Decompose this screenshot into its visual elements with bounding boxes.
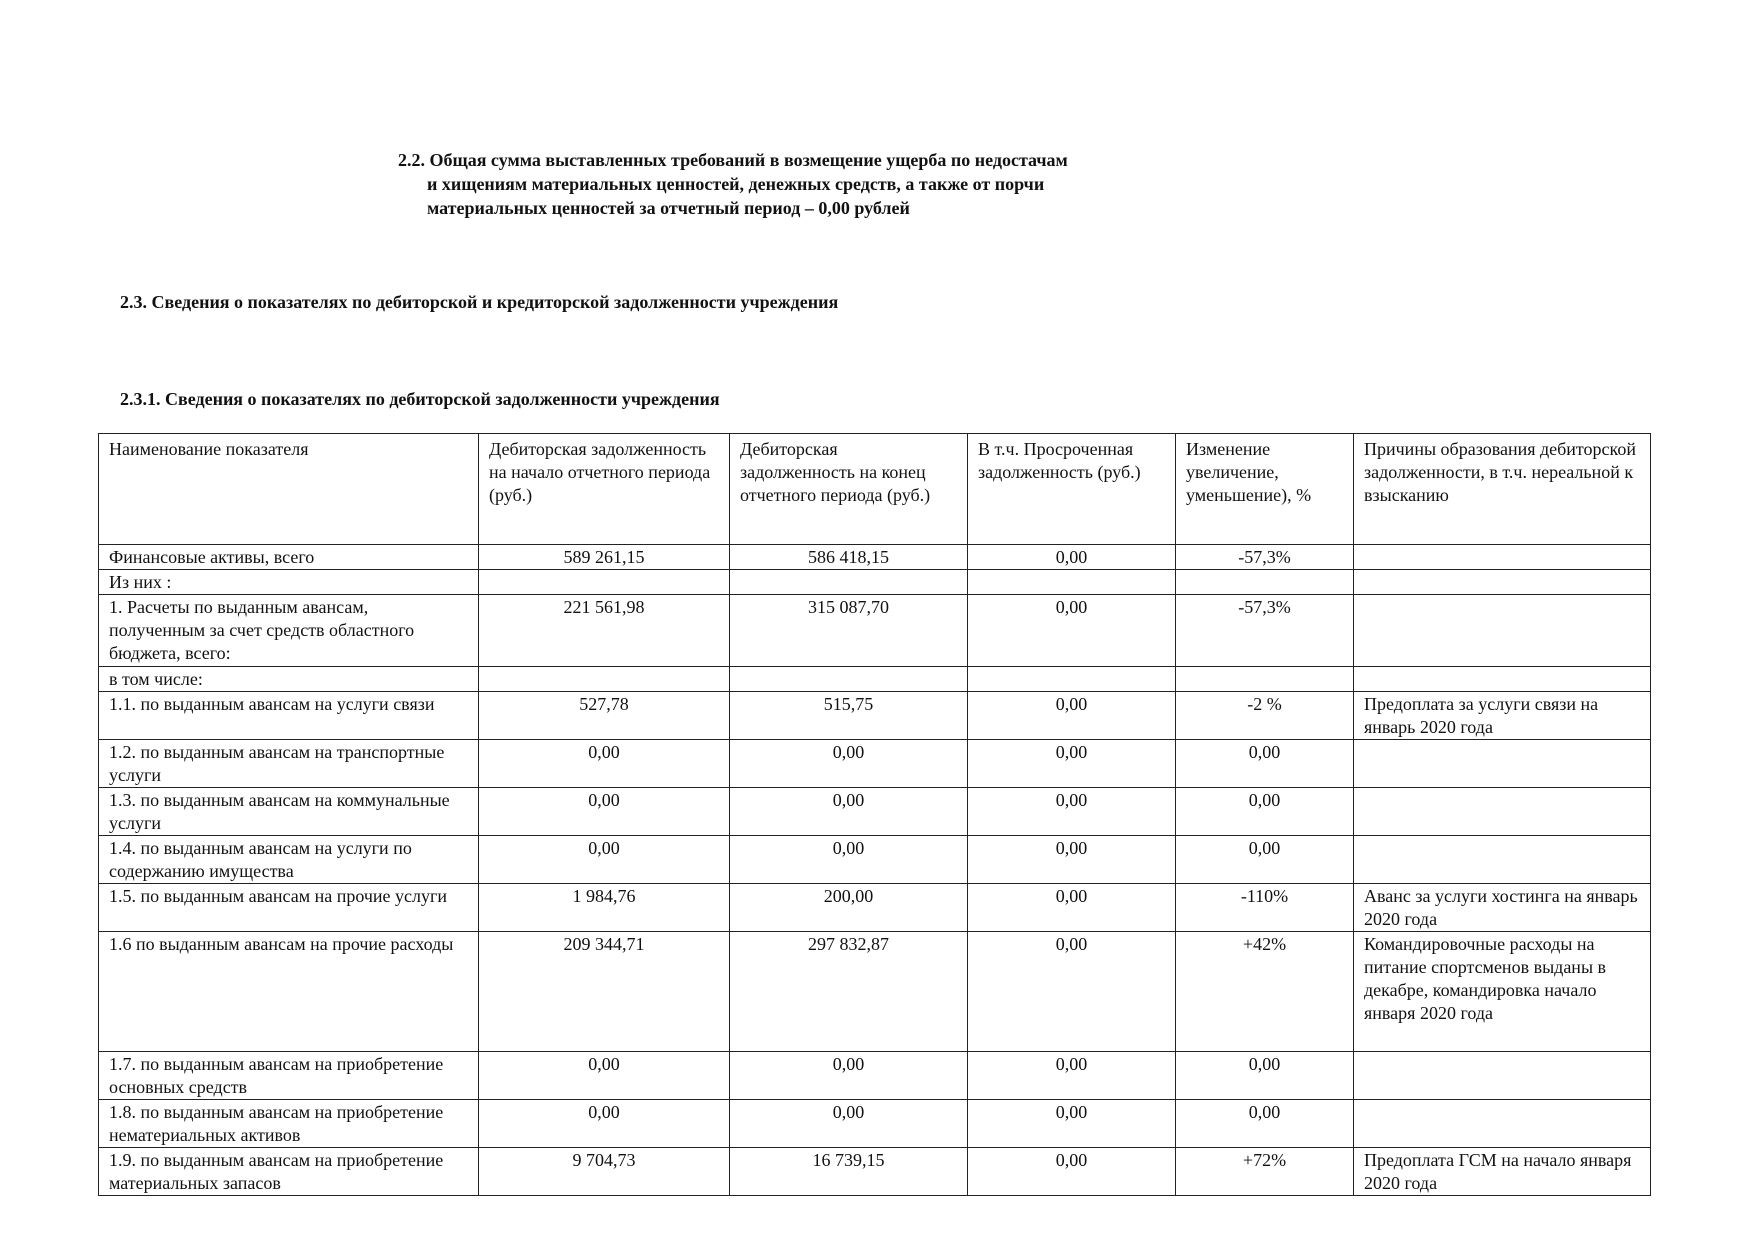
- table-row: [99, 1100, 1651, 1148]
- cell-overdue: 0,00: [968, 836, 1176, 884]
- cell-end: 0,00: [730, 836, 968, 884]
- cell-reason: Предоплата ГСМ на начало января 2020 года: [1354, 1148, 1651, 1196]
- cell-overdue: 0,00: [968, 932, 1176, 1052]
- cell-start: 527,78: [479, 692, 730, 740]
- cell-reason: [1354, 836, 1651, 884]
- cell-name: Из них :: [99, 570, 479, 595]
- cell-change: [1176, 570, 1354, 595]
- cell-overdue: 0,00: [968, 692, 1176, 740]
- section-2-2-line-3: материальных ценностей за отчетный период – 0,00 рублей: [427, 198, 910, 218]
- header-reasons: Причины образования дебиторской задолженности, в т.ч. нереальной к взысканию: [1354, 434, 1651, 545]
- section-2-3-1-heading: 2.3.1. Сведения о показателях по дебиторской задолженности учреждения: [120, 389, 720, 409]
- table-row: [99, 740, 1651, 788]
- cell-reason: Командировочные расходы на питание спортсменов выданы в декабре, командировка начало января 2020 года: [1354, 932, 1651, 1052]
- table-row: [99, 788, 1651, 836]
- cell-change: +42%: [1176, 932, 1354, 1052]
- table-row: [99, 667, 1651, 692]
- cell-start: [479, 667, 730, 692]
- cell-overdue: 0,00: [968, 1052, 1176, 1100]
- cell-start: 0,00: [479, 788, 730, 836]
- cell-name: 1.2. по выданным авансам на транспортные услуги: [99, 740, 479, 788]
- cell-name: 1.4. по выданным авансам на услуги по содержанию имущества: [99, 836, 479, 884]
- table-row: [99, 570, 1651, 595]
- table-row: [99, 884, 1651, 932]
- cell-overdue: 0,00: [968, 1148, 1176, 1196]
- cell-change: -110%: [1176, 884, 1354, 932]
- cell-start: 0,00: [479, 1052, 730, 1100]
- cell-end: [730, 667, 968, 692]
- cell-change: [1176, 667, 1354, 692]
- cell-change: 0,00: [1176, 788, 1354, 836]
- cell-overdue: 0,00: [968, 788, 1176, 836]
- table-row: [99, 692, 1651, 740]
- cell-name: 1.1. по выданным авансам на услуги связи: [99, 692, 479, 740]
- table-row: [99, 836, 1651, 884]
- header-indicator-name: Наименование показателя: [99, 434, 479, 545]
- cell-overdue: [968, 667, 1176, 692]
- table-row: [99, 1148, 1651, 1196]
- cell-start: 0,00: [479, 1100, 730, 1148]
- cell-overdue: 0,00: [968, 1100, 1176, 1148]
- cell-name: 1.9. по выданным авансам на приобретение материальных запасов: [99, 1148, 479, 1196]
- cell-end: 0,00: [730, 740, 968, 788]
- cell-reason: [1354, 1100, 1651, 1148]
- cell-start: 1 984,76: [479, 884, 730, 932]
- cell-overdue: 0,00: [968, 740, 1176, 788]
- cell-change: -2 %: [1176, 692, 1354, 740]
- cell-change: +72%: [1176, 1148, 1354, 1196]
- cell-reason: [1354, 545, 1651, 570]
- cell-change: 0,00: [1176, 836, 1354, 884]
- cell-name: 1. Расчеты по выданным авансам, полученным за счет средств областного бюджета, всего:: [99, 595, 479, 667]
- header-debt-end: Дебиторская задолженность на конец отчетного периода (руб.): [730, 434, 968, 545]
- table-header-row: [99, 434, 1651, 545]
- header-debt-start: Дебиторская задолженность на начало отчетного периода (руб.): [479, 434, 730, 545]
- cell-end: 0,00: [730, 1100, 968, 1148]
- cell-end: 0,00: [730, 788, 968, 836]
- cell-reason: [1354, 570, 1651, 595]
- cell-end: 297 832,87: [730, 932, 968, 1052]
- cell-reason: Аванс за услуги хостинга на январь 2020 года: [1354, 884, 1651, 932]
- cell-name: в том числе:: [99, 667, 479, 692]
- cell-start: 221 561,98: [479, 595, 730, 667]
- cell-start: 0,00: [479, 836, 730, 884]
- section-2-3-heading: 2.3. Сведения о показателях по дебиторской и кредиторской задолженности учреждения: [120, 292, 839, 312]
- header-overdue: В т.ч. Просроченная задолженность (руб.): [968, 434, 1176, 545]
- table-row: [99, 1052, 1651, 1100]
- cell-reason: [1354, 788, 1651, 836]
- cell-name: 1.8. по выданным авансам на приобретение нематериальных активов: [99, 1100, 479, 1148]
- cell-reason: Предоплата за услуги связи на январь 2020 года: [1354, 692, 1651, 740]
- cell-end: 515,75: [730, 692, 968, 740]
- cell-end: 0,00: [730, 1052, 968, 1100]
- cell-overdue: [968, 570, 1176, 595]
- cell-reason: [1354, 1052, 1651, 1100]
- cell-reason: [1354, 740, 1651, 788]
- cell-name: 1.7. по выданным авансам на приобретение основных средств: [99, 1052, 479, 1100]
- cell-reason: [1354, 667, 1651, 692]
- cell-start: 209 344,71: [479, 932, 730, 1052]
- receivables-table: [98, 433, 1651, 1196]
- cell-start: [479, 570, 730, 595]
- header-change: Изменение увеличение, уменьшение), %: [1176, 434, 1354, 545]
- cell-end: 315 087,70: [730, 595, 968, 667]
- cell-change: -57,3%: [1176, 545, 1354, 570]
- cell-name: 1.5. по выданным авансам на прочие услуги: [99, 884, 479, 932]
- cell-name: 1.3. по выданным авансам на коммунальные услуги: [99, 788, 479, 836]
- cell-change: 0,00: [1176, 1052, 1354, 1100]
- cell-change: 0,00: [1176, 1100, 1354, 1148]
- section-2-2-heading: [398, 148, 1298, 220]
- cell-overdue: 0,00: [968, 545, 1176, 570]
- section-2-2-line-2: и хищениям материальных ценностей, денежных средств, а также от порчи: [427, 174, 1045, 194]
- cell-start: 9 704,73: [479, 1148, 730, 1196]
- cell-end: [730, 570, 968, 595]
- cell-change: 0,00: [1176, 740, 1354, 788]
- section-2-2-line-1: 2.2. Общая сумма выставленных требований в возмещение ущерба по недостачам: [398, 150, 1068, 170]
- cell-end: 586 418,15: [730, 545, 968, 570]
- cell-end: 200,00: [730, 884, 968, 932]
- cell-name: Финансовые активы, всего: [99, 545, 479, 570]
- cell-start: 0,00: [479, 740, 730, 788]
- cell-overdue: 0,00: [968, 595, 1176, 667]
- cell-change: -57,3%: [1176, 595, 1354, 667]
- cell-reason: [1354, 595, 1651, 667]
- cell-end: 16 739,15: [730, 1148, 968, 1196]
- table-row: [99, 545, 1651, 570]
- cell-overdue: 0,00: [968, 884, 1176, 932]
- cell-name: 1.6 по выданным авансам на прочие расходы: [99, 932, 479, 1052]
- cell-start: 589 261,15: [479, 545, 730, 570]
- table-row: [99, 595, 1651, 667]
- table-row: [99, 932, 1651, 1052]
